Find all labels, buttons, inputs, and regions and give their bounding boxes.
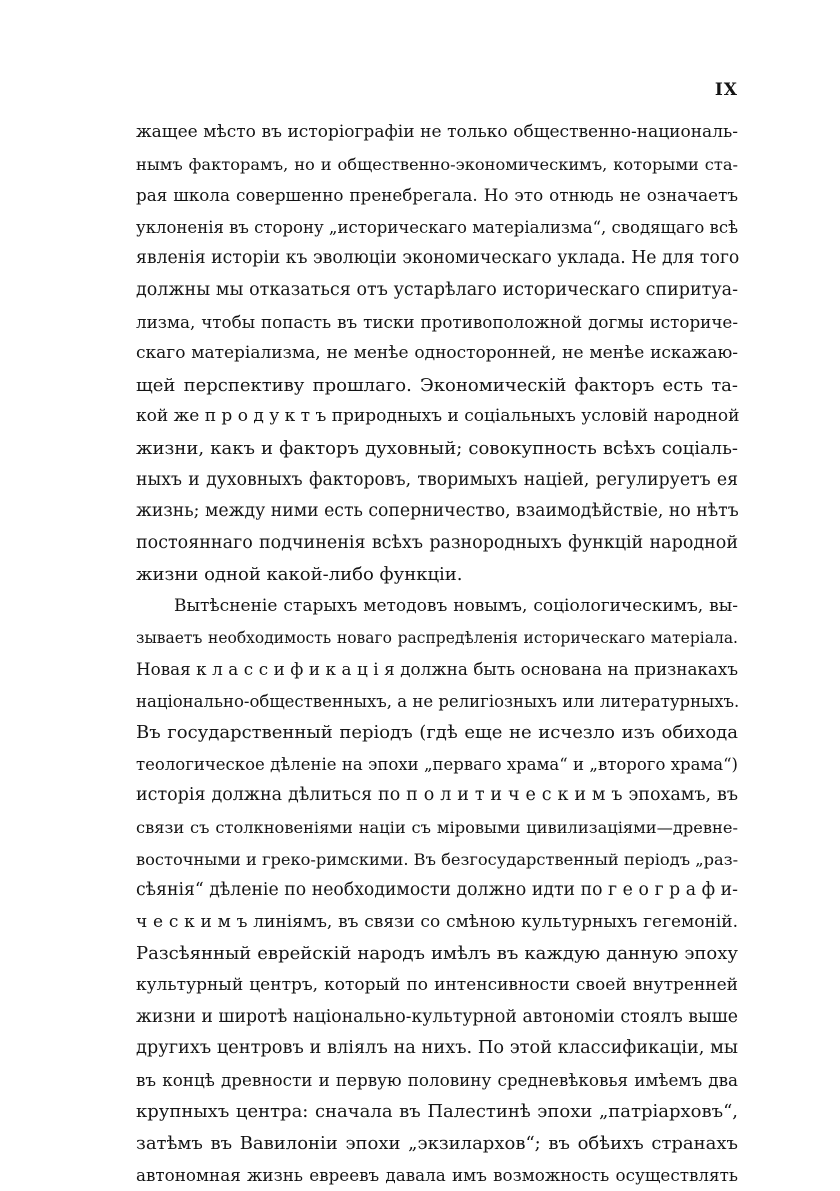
text-line: явленія исторіи къ эволюціи экономическаго уклада. Не для того xyxy=(136,248,740,269)
text-line: нымъ факторамъ, но и общественно-экономическимъ, которыми ста- xyxy=(136,154,738,174)
text-line: жизни и широтѣ національно-культурной автономіи стоялъ выше xyxy=(136,1006,738,1027)
text-line: жизнь; между ними есть соперничество, взаимодѣйствіе, но нѣтъ xyxy=(136,501,739,522)
paragraph xyxy=(136,117,738,591)
text-line: культурный центръ, который по интенсивности своей внутренней xyxy=(136,975,738,996)
text-line: лизма, чтобы попасть въ тиски противоположной догмы историче- xyxy=(136,311,738,332)
text-line: Вытѣсненіе старыхъ методовъ новымъ, соціологическимъ, вы- xyxy=(174,595,738,616)
text-line: другихъ центровъ и вліялъ на нихъ. По этой классификаціи, мы xyxy=(136,1038,738,1059)
text-line: скаго матеріализма, не менѣе односторонней, не менѣе искажаю- xyxy=(136,343,738,364)
text-line: Разсѣянный еврейскій народъ имѣлъ въ каждую данную эпоху xyxy=(136,943,738,965)
paragraph xyxy=(136,591,738,1191)
text-line: въ концѣ древности и первую половину средневѣковья имѣемъ два xyxy=(136,1069,738,1090)
text-line: Въ государственный періодъ (гдѣ еще не исчезло изъ обихода xyxy=(136,722,738,744)
text-line: должны мы отказаться отъ устарѣлаго историческаго спиритуа- xyxy=(136,279,738,300)
text-line: щей перспективу прошлаго. Экономическій факторъ есть та- xyxy=(136,374,738,396)
text-line: кой же п р о д у к т ъ природныхъ и соціальныхъ условій народной xyxy=(136,406,740,427)
text-line: постояннаго подчиненія всѣхъ разнородныхъ функцій народной xyxy=(136,532,738,553)
text-line: восточными и греко-римскими. Въ безгосударственный періодъ „раз- xyxy=(136,849,739,869)
text-line: національно-общественныхъ, а не религіозныхъ или литературныхъ. xyxy=(136,691,740,711)
text-line: теологическое дѣленіе на эпохи „перваго храма“ и „второго храма“) xyxy=(136,754,738,774)
body-text xyxy=(136,117,738,1191)
text-line: жизни, какъ и факторъ духовный; совокупность всѣхъ соціаль- xyxy=(136,437,738,459)
text-line: рая школа совершенно пренебрегала. Но это отнюдь не означаетъ xyxy=(136,185,738,206)
text-line: связи съ столкновеніями націи съ міровыми цивилизаціями—древне- xyxy=(136,818,738,838)
text-line: ныхъ и духовныхъ факторовъ, творимыхъ націей, регулируетъ ея xyxy=(136,469,738,490)
text-line: уклоненія въ сторону „историческаго матеріализма“, сводящаго всѣ xyxy=(136,217,739,237)
text-line: затѣмъ въ Вавилоніи эпохи „экзилархов“; въ обѣихъ странахъ xyxy=(136,1133,738,1154)
text-line: исторія должна дѣлиться по п о л и т и ч е с к и м ъ эпохамъ, въ xyxy=(136,785,738,806)
text-line: зываетъ необходимость новаго распредѣленія историческаго матеріала. xyxy=(136,628,738,647)
page-number: IX xyxy=(714,80,738,100)
text-line: Новая к л а с с и ф и к а ц і я должна быть основана на признакахъ xyxy=(136,659,738,680)
text-line: жащее мѣсто въ исторіографіи не только общественно-националь- xyxy=(136,122,738,142)
text-line: сѣянія“ дѣленіе по необходимости должно идти по г е о г р а ф и- xyxy=(136,880,738,901)
text-line: крупныхъ центра: сначала въ Палестинѣ эпохи „патріарховъ“, xyxy=(136,1101,738,1123)
text-line: ч е с к и м ъ линіямъ, въ связи со смѣною культурныхъ гегемоній. xyxy=(136,911,738,932)
text-line: автономная жизнь евреевъ давала имъ возможность осуществлять xyxy=(136,1164,738,1185)
text-line: жизни одной какой-либо функціи. xyxy=(136,564,463,586)
